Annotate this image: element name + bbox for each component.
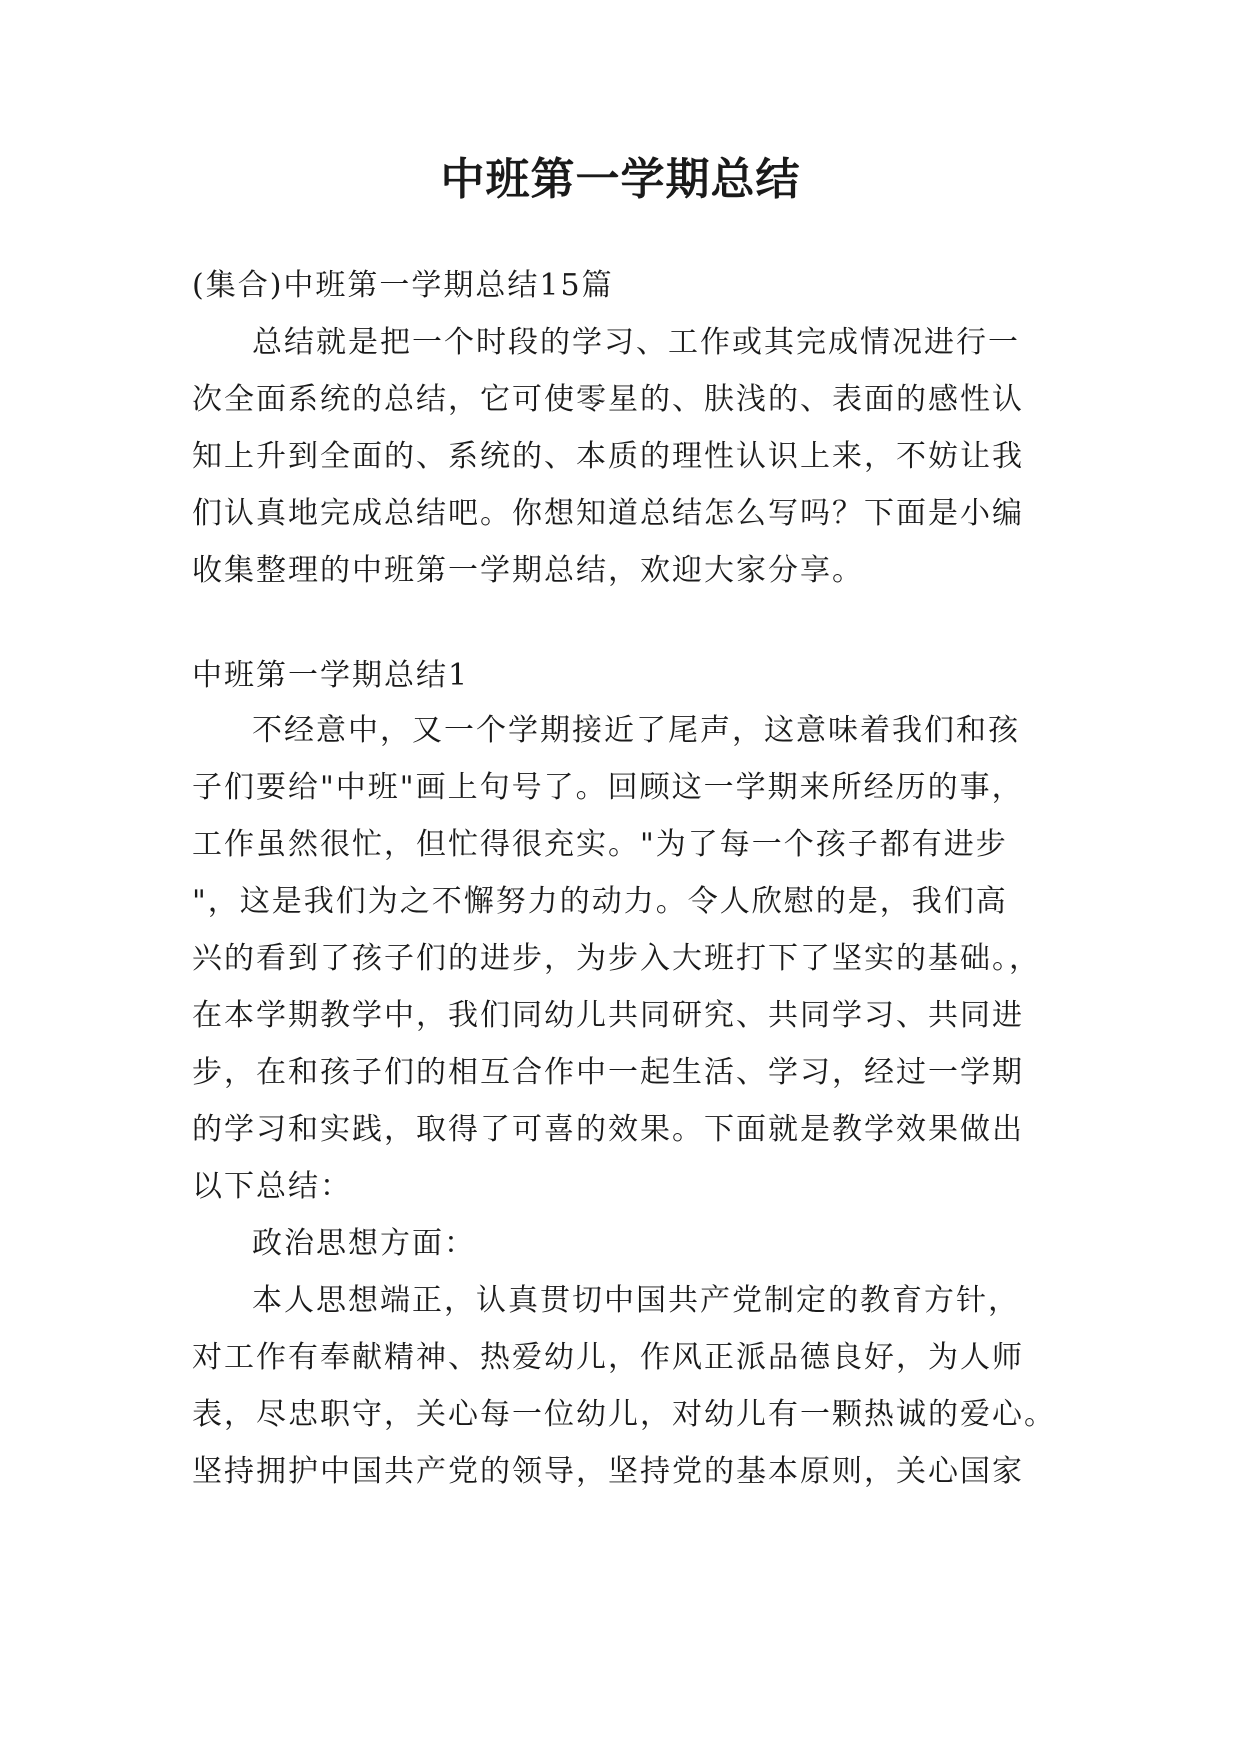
politics-line: 表，尽忠职守，关心每一位幼儿，对幼儿有一颗热诚的爱心。 xyxy=(192,1397,1056,1432)
body-line: 子们要给"中班"画上句号了。回顾这一学期来所经历的事， xyxy=(192,770,1024,805)
body-line: 工作虽然很忙，但忙得很充实。"为了每一个孩子都有进步 xyxy=(192,827,1008,862)
politics-line: 对工作有奉献精神、热爱幼儿，作风正派品德良好，为人师 xyxy=(192,1340,1024,1375)
body-line: 的学习和实践，取得了可喜的效果。下面就是教学效果做出 xyxy=(192,1112,1024,1147)
intro-line: 总结就是把一个时段的学习、工作或其完成情况进行一 xyxy=(252,325,1020,360)
intro-line: 知上升到全面的、系统的、本质的理性认识上来，不妨让我 xyxy=(192,439,1024,474)
intro-line: 次全面系统的总结，它可使零星的、肤浅的、表面的感性认 xyxy=(192,382,1024,417)
politics-line: 坚持拥护中国共产党的领导，坚持党的基本原则，关心国家 xyxy=(192,1454,1024,1489)
intro-line: 收集整理的中班第一学期总结，欢迎大家分享。 xyxy=(192,553,864,588)
body-line: 以下总结： xyxy=(192,1169,352,1204)
body-line: "，这是我们为之不懈努力的动力。令人欣慰的是，我们高 xyxy=(192,884,1008,919)
intro-line: 们认真地完成总结吧。你想知道总结怎么写吗？下面是小编 xyxy=(192,496,1024,531)
section-heading: 中班第一学期总结1 xyxy=(192,658,470,693)
document-title: 中班第一学期总结 xyxy=(440,154,801,205)
body-line: 步，在和孩子们的相互合作中一起生活、学习，经过一学期 xyxy=(192,1055,1024,1090)
body-line: 不经意中，又一个学期接近了尾声，这意味着我们和孩 xyxy=(252,713,1020,748)
politics-heading: 政治思想方面： xyxy=(252,1226,476,1261)
collection-subtitle: (集合)中班第一学期总结15篇 xyxy=(192,268,614,303)
body-line: 在本学期教学中，我们同幼儿共同研究、共同学习、共同进 xyxy=(192,998,1024,1033)
body-line: 兴的看到了孩子们的进步，为步入大班打下了坚实的基础。， xyxy=(192,941,1041,976)
politics-line: 本人思想端正，认真贯切中国共产党制定的教育方针， xyxy=(252,1283,1020,1318)
